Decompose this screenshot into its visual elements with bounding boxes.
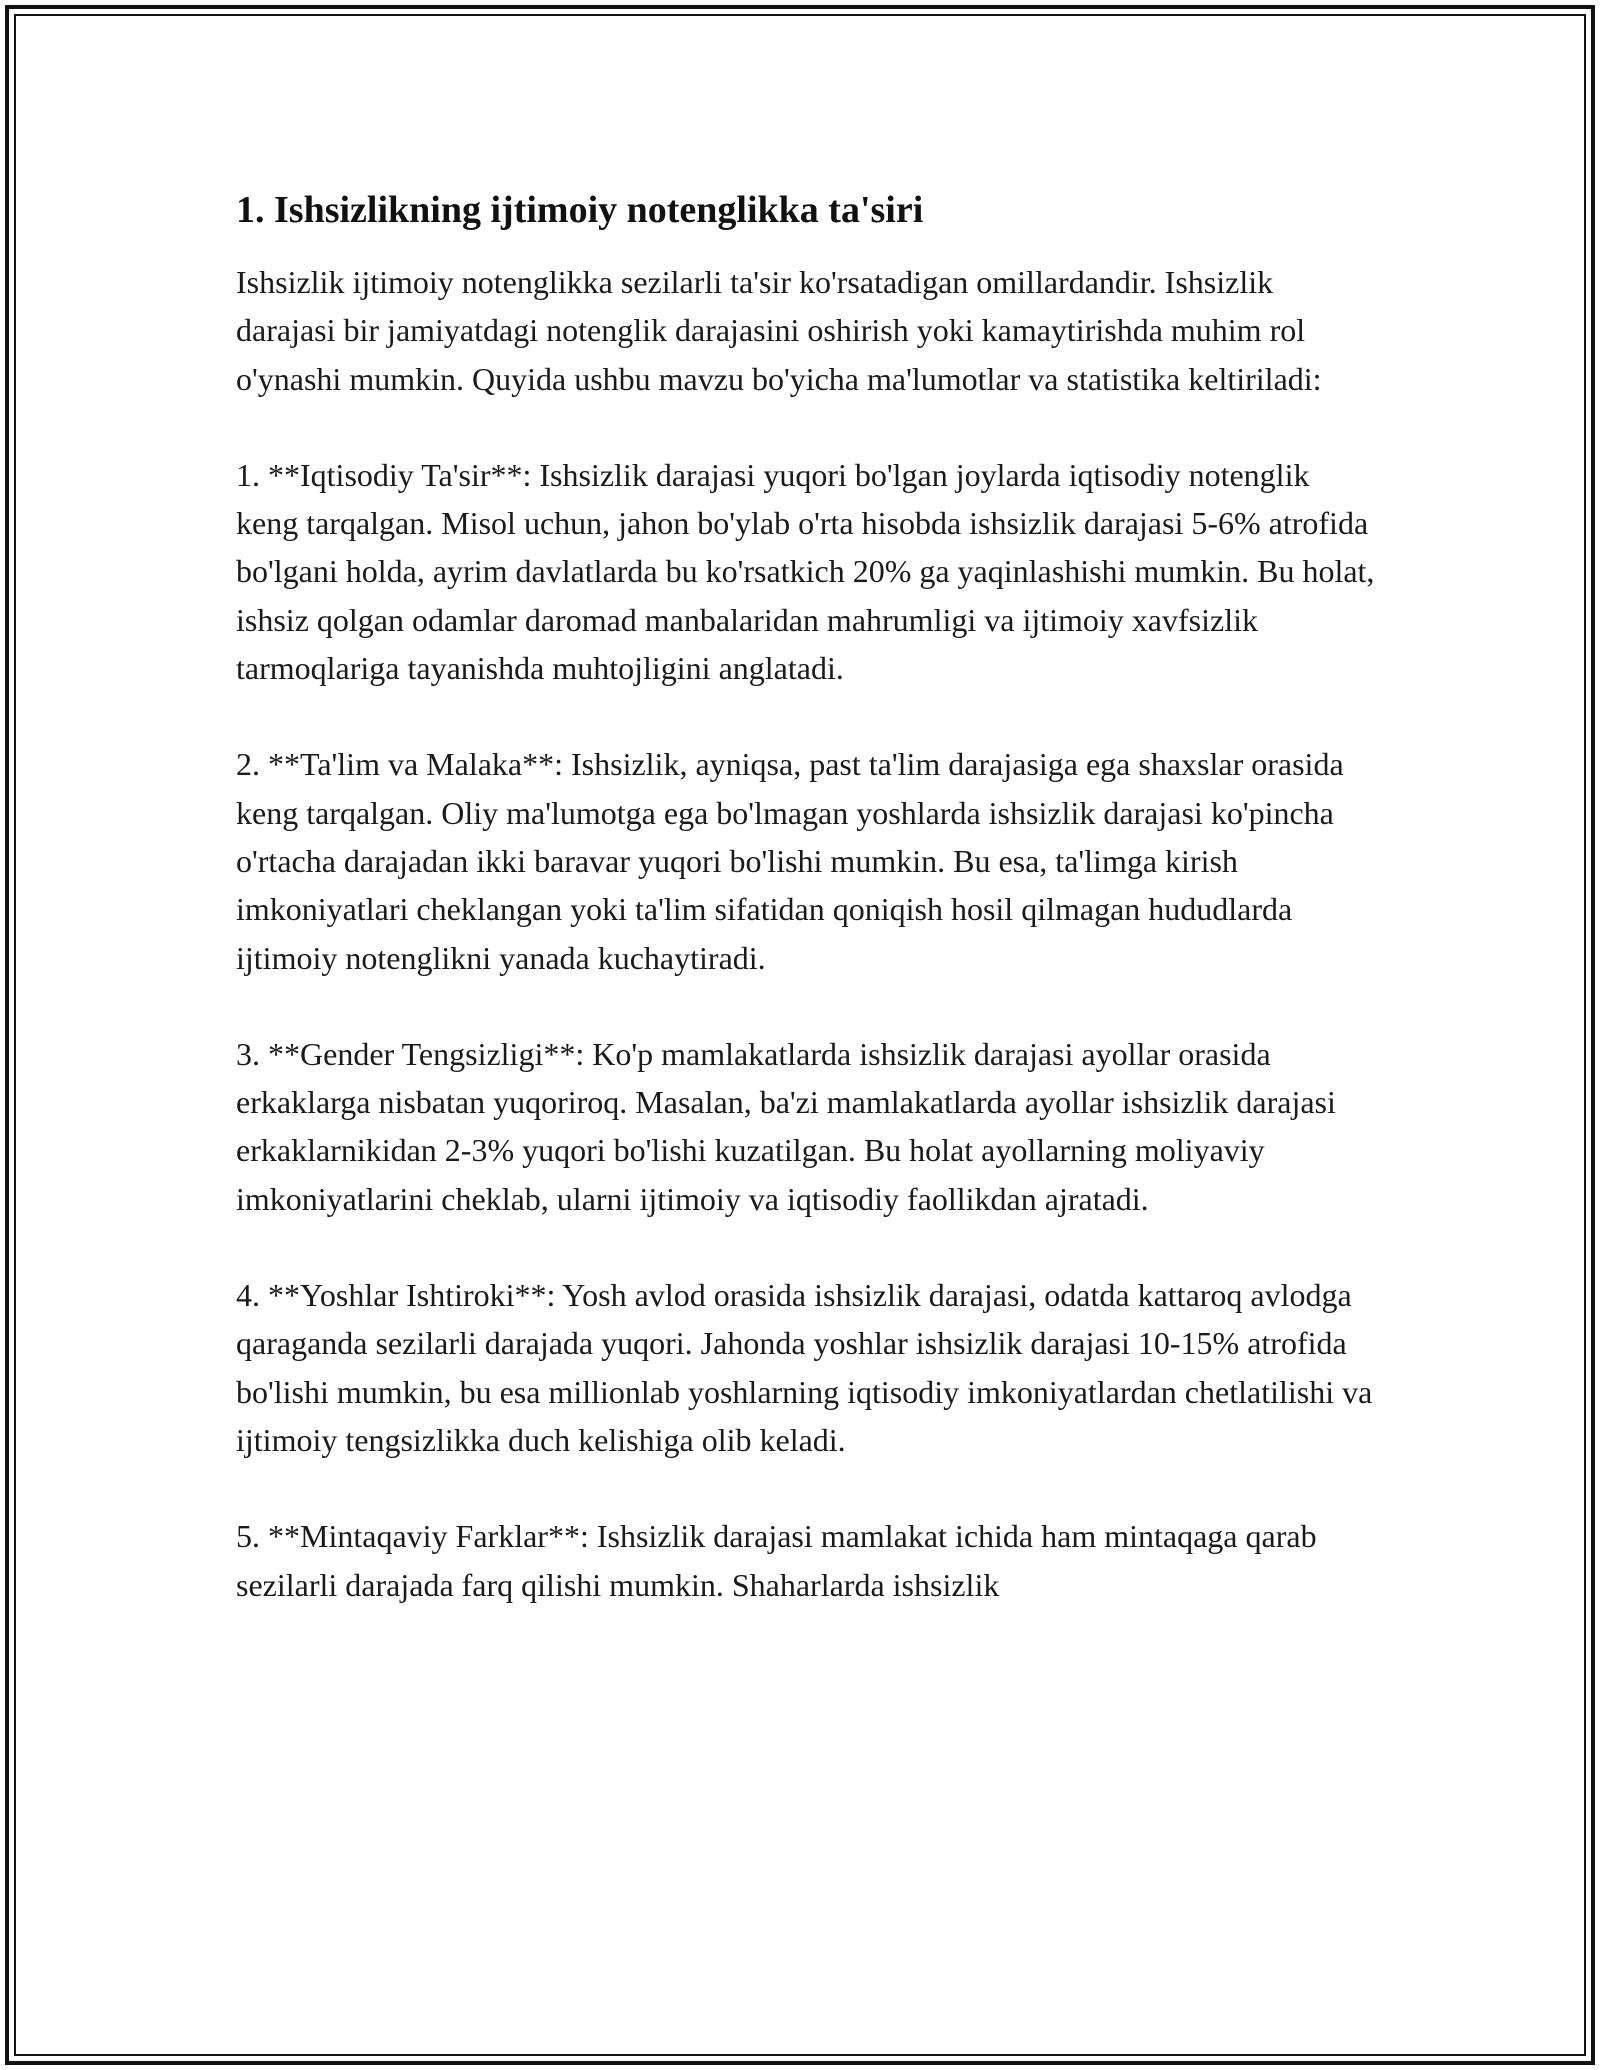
section-heading: 1. Ishsizlikning ijtimoiy notenglikka ta'siri [236,189,924,231]
paragraph-youth: 4. **Yoshlar Ishtiroki**: Yosh avlod orasida ishsizlik darajasi, odatda kattaroq avlodga qaraganda sezilarli darajada yuqori. Jahonda yoshlar ishsizlik darajasi 10-15% atrofida bo'lishi mumkin, bu esa millionlab yoshlarning iqtisodiy imkoniyatlardan chetlatilishi va ijtimoiy tengsizlikka duch kelishiga olib keladi. [236,1277,1373,1458]
paragraph-economic-impact: 1. **Iqtisodiy Ta'sir**: Ishsizlik darajasi yuqori bo'lgan joylarda iqtisodiy notenglik keng tarqalgan. Misol uchun, jahon bo'ylab o'rta hisobda ishsizlik darajasi 5-6% atrofida bo'lgani holda, ayrim davlatlarda bu ko'rsatkich 20% ga yaqinlashishi mumkin. Bu holat, ishsiz qolgan odamlar daromad manbalaridan mahrumligi va ijtimoiy xavfsizlik tarmoqlariga tayanishda muhtojligini anglatadi. [236,456,1375,687]
intro-paragraph: Ishsizlik ijtimoiy notenglikka sezilarli ta'sir ko'rsatadigan omillardandir. Ishsizlik darajasi bir jamiyatdagi notenglik darajasini oshirish yoki kamaytirishda muhim rol o'ynashi mumkin. Quyida ushbu mavzu bo'yicha ma'lumotlar va statistika keltiriladi: [236,264,1322,397]
paragraph-gender: 3. **Gender Tengsizligi**: Ko'p mamlakatlarda ishsizlik darajasi ayollar orasida erkaklarga nisbatan yuqoriroq. Masalan, ba'zi mamlakatlarda ayollar ishsizlik darajasi erkaklarnikidan 2-3% yuqori bo'lishi kuzatilgan. Bu holat ayollarning moliyaviy imkoniyatlarini cheklab, ularni ijtimoiy va iqtisodiy faollikdan ajratadi. [236,1035,1336,1217]
paragraph-regional: 5. **Mintaqaviy Farklar**: Ishsizlik darajasi mamlakat ichida ham mintaqaga qarab sezilarli darajada farq qilishi mumkin. Shaharlarda ishsizlik [236,1518,1317,1603]
document-body [236,186,1376,1657]
paragraph-education: 2. **Ta'lim va Malaka**: Ishsizlik, ayniqsa, past ta'lim darajasiga ega shaxslar orasida keng tarqalgan. Oliy ma'lumotga ega bo'lmagan yoshlarda ishsizlik darajasi ko'pincha o'rtacha darajadan ikki baravar yuqori bo'lishi mumkin. Bu esa, ta'limga kirish imkoniyatlari cheklangan yoki ta'lim sifatidan qoniqish hosil qilmagan hududlarda ijtimoiy notenglikni yanada kuchaytiradi. [236,746,1344,976]
